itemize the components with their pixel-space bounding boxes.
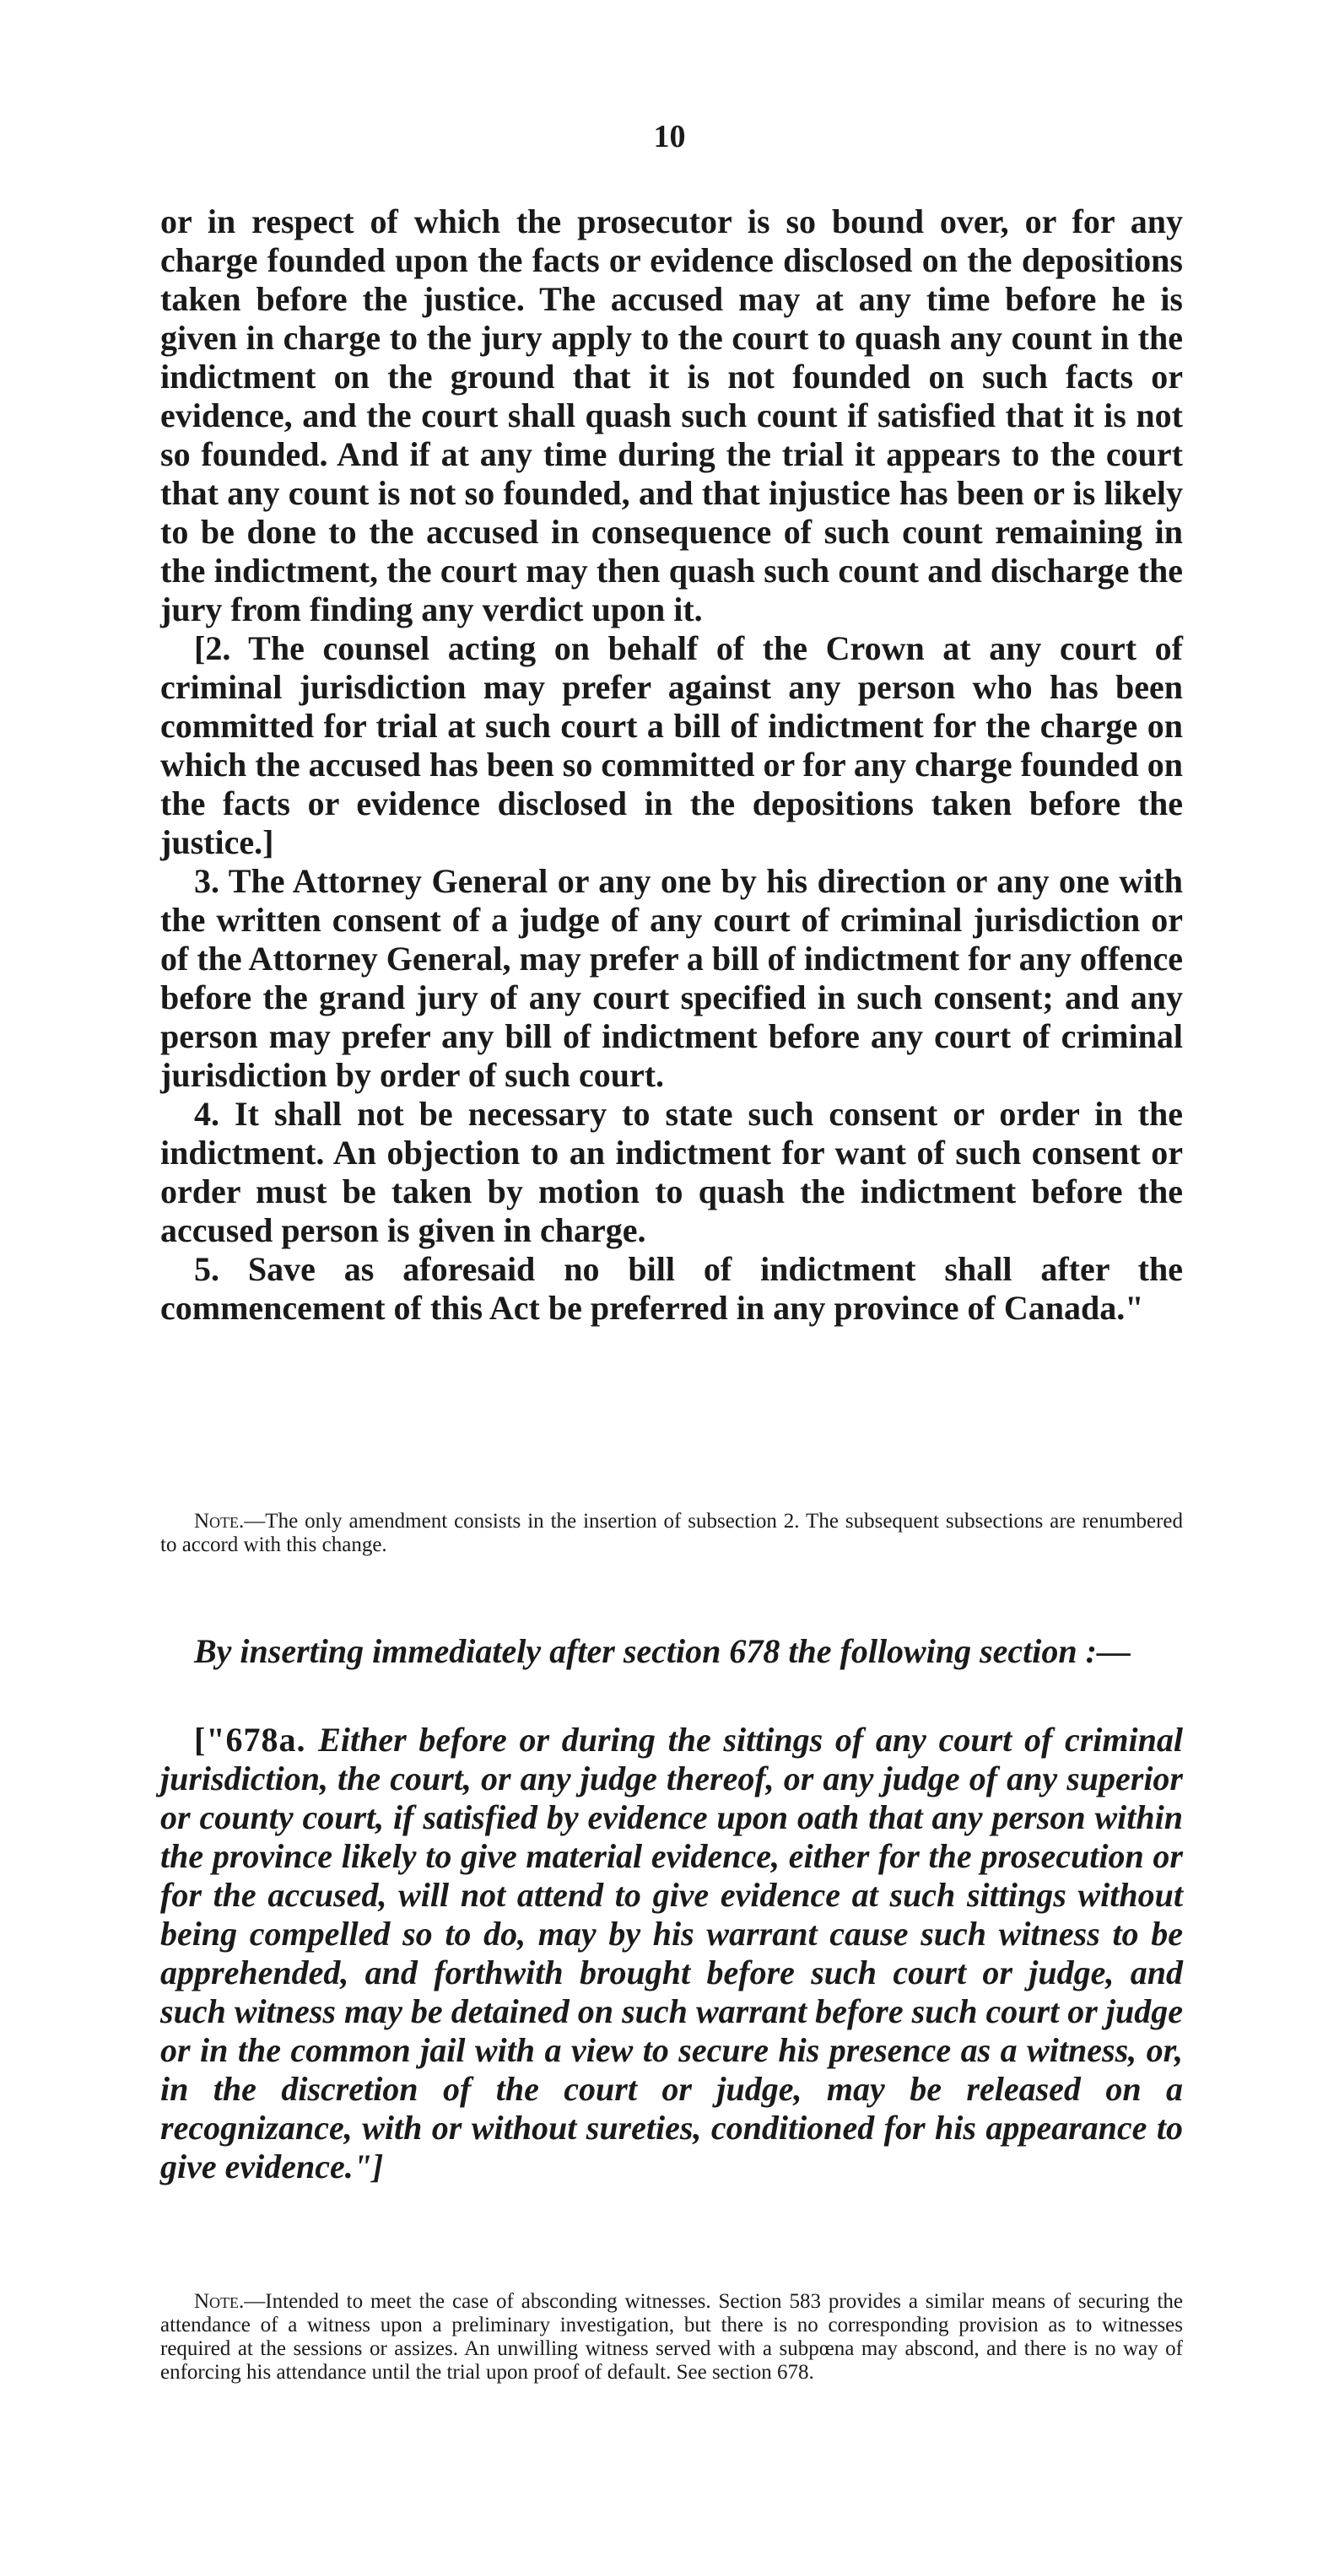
editorial-note-2 bbox=[160, 2290, 1183, 2385]
section-open-bracket: [" bbox=[194, 1721, 226, 1759]
section-number: 678a. bbox=[225, 1721, 306, 1759]
editorial-note bbox=[160, 1510, 1183, 1557]
note-text: —Intended to meet the case of absconding witnesses. Section 583 provides a similar means of securing the attendance of a witness upon a preliminary investigation, but there is no corresponding provision as to witnesses required at the sessions or assizes. An unwilling witness served with a subpœna may abscond, and there is no way of enforcing his attendance until the trial upon proof of default. See section 678. bbox=[160, 2290, 1183, 2384]
statute-text bbox=[160, 202, 1183, 1328]
section-body: Either before or during the sittings of any court of criminal jurisdiction, the court, or any judge thereof, or any judge of any superior or county court, if satisfied by evidence upon oath that any person within the province likely to give material evidence, either for the prosecution or for the accused, will not attend to give evidence at such sittings without being compelled so to do, may by his warrant cause such witness to be apprehended, and forthwith brought before such court or judge, and such witness may be detained on such warrant before such court or judge or in the common jail with a view to secure his presence as a witness, or, in the discretion of the court or judge, may be released on a recognizance, with or without sureties, conditioned for his appearance to give evidence."] bbox=[160, 1721, 1183, 2185]
new-section-text bbox=[160, 1721, 1183, 2186]
note-text: —The only amendment consists in the insertion of subsection 2. The subsequent subsections are renumbered to accord with this change. bbox=[160, 1510, 1183, 1556]
note-lead: Note. bbox=[194, 1510, 245, 1533]
subsection-2: [2. The counsel acting on behalf of the Crown at any court of criminal jurisdiction may prefer against any person who has been committed for trial at such court a bill of indictment for the charge on which the accused has been so committed or for any charge founded on the facts or evidence disclosed in the depositions taken before the justice.] bbox=[160, 629, 1183, 861]
continued-paragraph: or in respect of which the prosecutor is so bound over, or for any charge founded upon the facts or evidence disclosed on the depositions taken before the justice. The accused may at any time before he is given in charge to the jury apply to the court to quash any count in the indictment on the ground that it is not founded on such facts or evidence, and the court shall quash such count if satisfied that it is not so founded. And if at any time during the trial it appears to the court that any count is not so founded, and that injustice has been or is likely to be done to the accused in consequence of such count remaining in the indictment, the court may then quash such count and discharge the jury from finding any verdict upon it. bbox=[160, 202, 1183, 628]
subsection-3: 3. The Attorney General or any one by his direction or any one with the written consent of a judge of any court of criminal jurisdiction or of the Attorney General, may prefer a bill of indictment for any offence before the grand jury of any court specified in such consent; and any person may prefer any bill of indictment before any court of criminal jurisdiction by order of such court. bbox=[160, 862, 1183, 1094]
subsection-4: 4. It shall not be necessary to state such consent or order in the indictment. An objection to an indictment for want of such consent or order must be taken by motion to quash the indictment before the accused person is given in charge. bbox=[160, 1095, 1183, 1249]
page-number: 10 bbox=[653, 119, 686, 154]
amendment-heading: By inserting immediately after section 678 the following section :— bbox=[194, 1632, 1131, 1670]
subsection-5: 5. Save as aforesaid no bill of indictment shall after the commencement of this Act be preferred in any province of Canada." bbox=[160, 1250, 1183, 1327]
note-lead: Note. bbox=[194, 2290, 245, 2313]
